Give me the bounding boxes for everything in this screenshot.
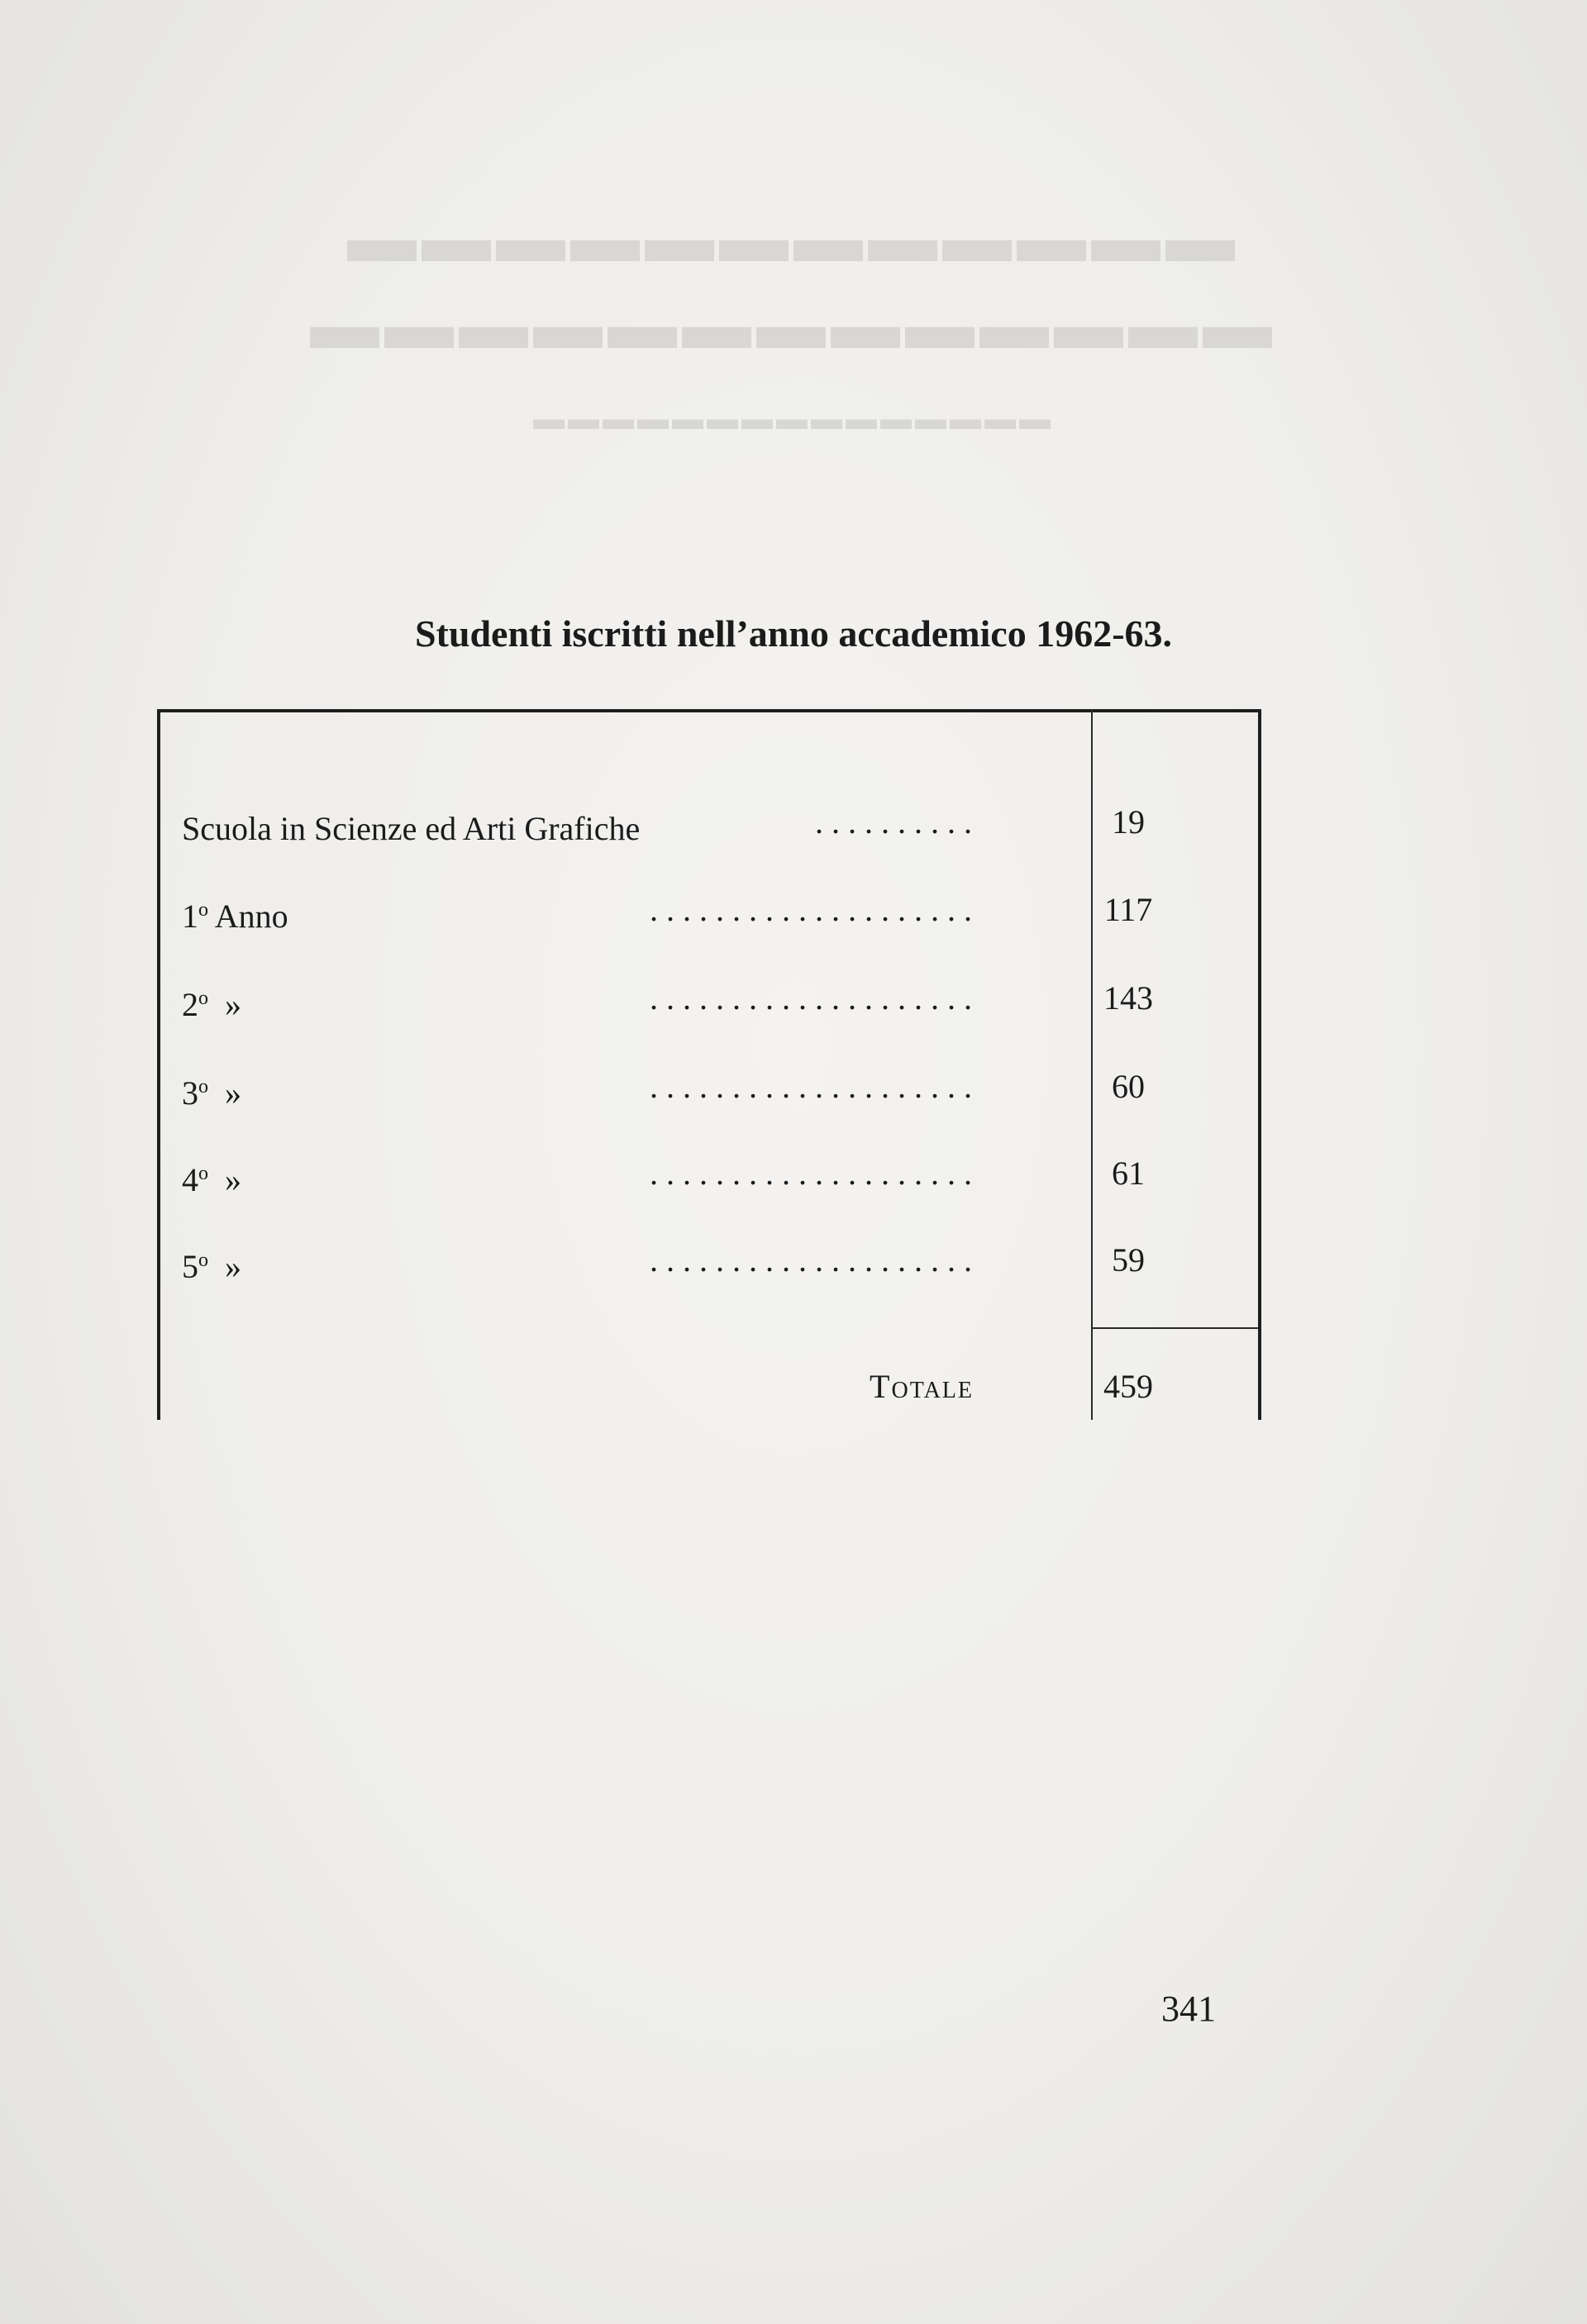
row-label: Scuola in Scienze ed Arti Grafiche (182, 810, 641, 847)
table-row-school (182, 798, 1232, 847)
table-total-row (182, 1362, 1232, 1412)
row-label: 3$^o$ » (182, 1074, 241, 1112)
dot-leader: .................... (650, 891, 980, 928)
table-row-year-2 (182, 974, 1232, 1023)
row-label: 5$^o$ » (182, 1248, 241, 1285)
table-title: Studenti iscritti nell’anno accademico 1962-63. (414, 612, 1173, 655)
dot-leader: .................... (650, 1241, 980, 1279)
row-value: 19 (1112, 803, 1145, 841)
sum-rule (1093, 1327, 1258, 1329)
total-label: Totale (870, 1368, 974, 1405)
table-row-year-5 (182, 1236, 1232, 1285)
row-label: 1$^o$ Anno (182, 898, 288, 935)
row-value: 117 (1103, 891, 1153, 928)
dot-leader: .................... (650, 1155, 980, 1192)
bleed-through-text: ▬▬▬▬▬▬▬▬▬▬▬▬▬▬▬ (533, 402, 1054, 436)
table-right-rule (1258, 709, 1261, 1420)
enrollment-table (157, 709, 1261, 1420)
table-row-year-1 (182, 885, 1232, 935)
dot-leader: .................... (650, 979, 980, 1017)
row-value: 61 (1112, 1155, 1145, 1192)
table-row-year-3 (182, 1062, 1232, 1112)
row-label: 4$^o$ » (182, 1161, 241, 1198)
table-row-year-4 (182, 1149, 1232, 1198)
total-value: 459 (1103, 1368, 1153, 1405)
row-value: 143 (1103, 979, 1153, 1017)
row-label: 2$^o$ » (182, 986, 241, 1023)
row-value: 59 (1112, 1241, 1145, 1279)
dot-leader: .......... (815, 803, 980, 841)
bleed-through-text: ▬▬▬▬▬▬▬▬▬▬▬▬ (347, 200, 1240, 277)
row-value: 60 (1112, 1068, 1145, 1105)
dot-leader: .................... (650, 1068, 980, 1105)
page-number: 341 (1161, 1988, 1216, 2029)
table-left-rule (157, 709, 160, 1420)
bleed-through-text: ▬▬▬▬▬▬▬▬▬▬▬▬▬ (310, 287, 1277, 364)
table-top-rule (157, 709, 1261, 712)
